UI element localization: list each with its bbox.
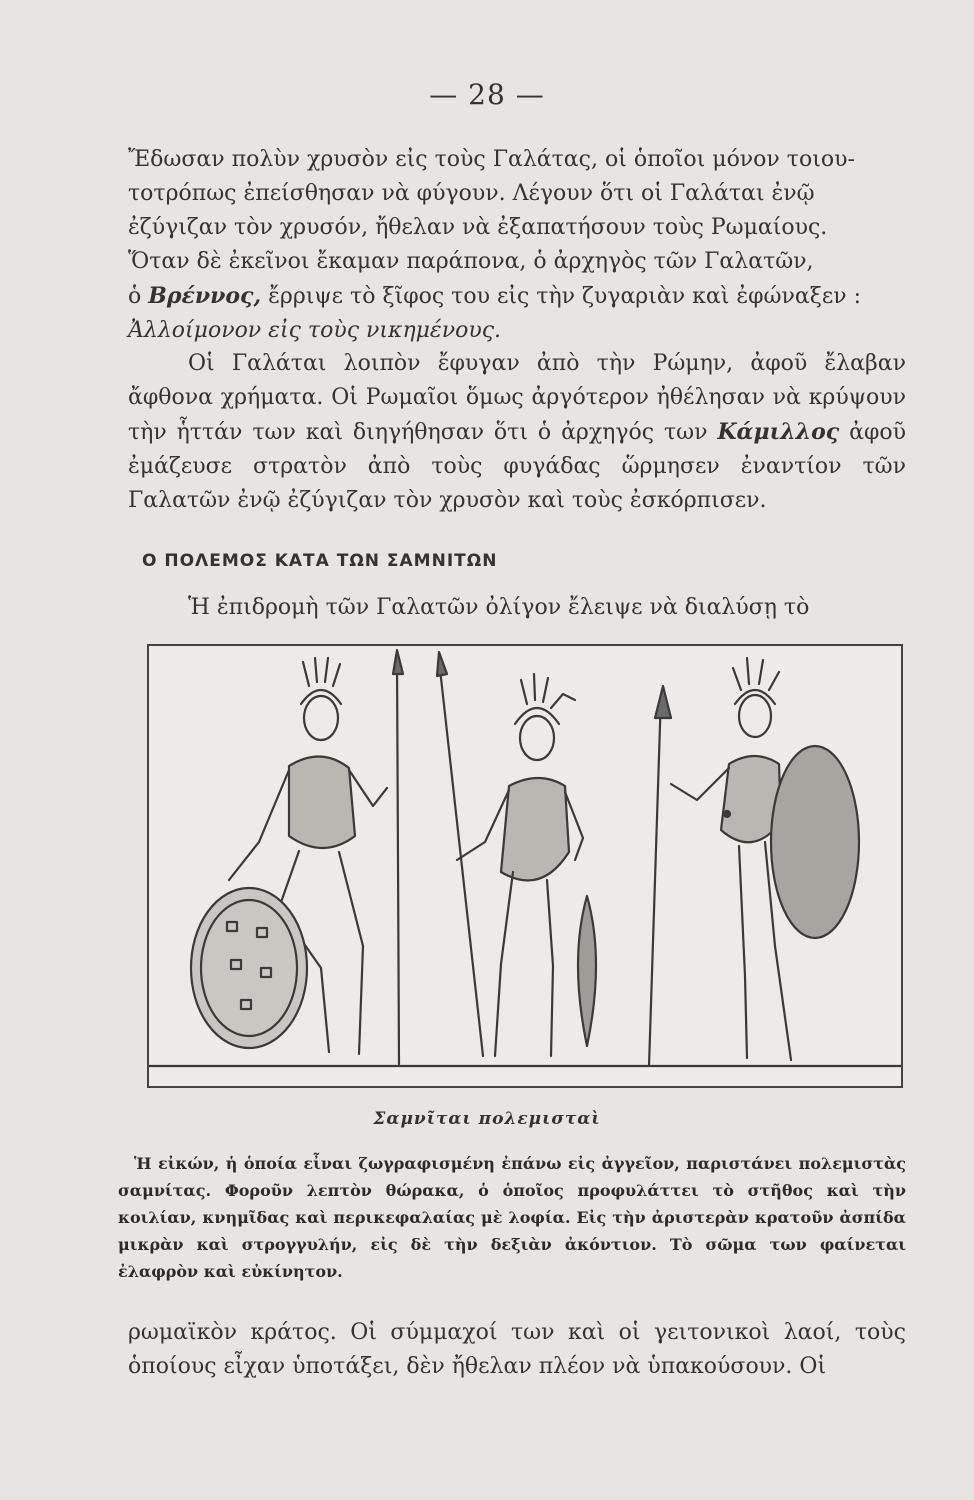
text-fragment: ἔρριψε τὸ ξῖφος του εἰς τὴν ζυγαριὰν καὶ ἐφώναξεν : [268,284,861,309]
text-fragment: Οἱ Γαλάται λοιπὸν ἔφυγαν ἀπὸ τὴν Ρώμην, ἀφοῦ ἔλαβαν ἄφθονα χρήματα. Οἱ Ρωμαῖοι ὅμως ἀργότερον ἠθέλησαν νὰ κρύψουν τὴν ἧττάν των καὶ διηγήθησαν ὅτι ὁ ἀρχηγός των [128,351,906,445]
person-name-camillus: Κάμιλλος [717,419,840,445]
text-line: Ἔδωσαν πολὺν χρυσὸν εἰς τοὺς Γαλάτας, οἱ ὁποῖοι μόνον τοιου- [128,147,855,172]
warrior-middle-figure [437,652,596,1056]
warrior-right-figure [649,658,859,1066]
second-paragraph [128,347,906,518]
figure-caption-title: Σαμνῖται πολεμισταὶ [373,1109,601,1129]
top-paragraph [128,143,906,348]
bottom-paragraph [128,1316,906,1384]
samnite-warriors-illustration [147,644,903,1088]
quote-line: Ἀλλοίμονον εἰς τοὺς νικημένους. [128,318,502,343]
section-heading: Ο ΠΟΛΕΜΟΣ ΚΑΤΑ ΤΩΝ ΣΑΜΝΙΤΩΝ [142,551,498,571]
text-line [128,279,906,314]
page-number: — 28 — [429,78,545,111]
text-line: τοτρόπως ἐπείσθησαν νὰ φύγουν. Λέγουν ὅτι οἱ Γαλάται ἐνῷ [128,181,815,206]
text-fragment: ἀφοῦ ἐμάζευσε στρατὸν ἀπὸ τοὺς φυγάδας ὥρμησεν ἐναντίον τῶν Γαλατῶν ἐνῷ ἐζύγιζαν τὸν χρυσὸν καὶ τοὺς ἐσκόρπισεν. [128,420,906,513]
paragraph-text: Ἡ ἐπιδρομὴ τῶν Γαλατῶν ὀλίγον ἔλειψε νὰ διαλύσῃ τὸ [188,595,810,620]
warriors-drawing [149,646,901,1086]
caption-paragraph: Ἡ εἰκών, ἡ ὁποία εἶναι ζωγραφισμένη ἐπάνω εἰς ἀγγεῖον, παριστάνει πολεμιστὰς σαμνίτας. Φοροῦν λεπτὸν θώρακα, ὁ ὁποῖος προφυλάττει τὸ στῆθος καὶ τὴν κοιλίαν, κνημῖδας καὶ περικεφαλαίας μὲ λοφία. Εἰς τὴν ἀριστερὰν κρατοῦν ἀσπίδα μικρὰν καὶ στρογγυλήν, εἰς δὲ τὴν δεξιὰν ἀκόντιον. Τὸ σῶμα των φαίνεται ἐλαφρὸν καὶ εὐκίνητον. [118,1154,906,1281]
paragraph-text: ρωμαϊκὸν κράτος. Οἱ σύμμαχοί των καὶ οἱ γειτονικοὶ λαοί, τοὺς ὁποίους εἶχαν ὑποτάξει, δὲν ἤθελαν πλέον νὰ ὑπακούσουν. Οἱ [128,1320,906,1379]
person-name-brennus: Βρέννος, [148,283,262,309]
text-line: Ὅταν δὲ ἐκεῖνοι ἔκαμαν παράπονα, ὁ ἀρχηγὸς τῶν Γαλατῶν, [128,249,814,274]
text-line: ἐζύγιζαν τὸν χρυσόν, ἤθελαν νὰ ἐξαπατήσουν τοὺς Ρωμαίους. [128,215,828,240]
text-fragment: ὁ [128,284,142,309]
section-first-line [128,591,906,625]
warrior-left-figure [191,650,403,1064]
figure-caption-text [118,1150,906,1285]
paragraph-text [128,347,906,518]
